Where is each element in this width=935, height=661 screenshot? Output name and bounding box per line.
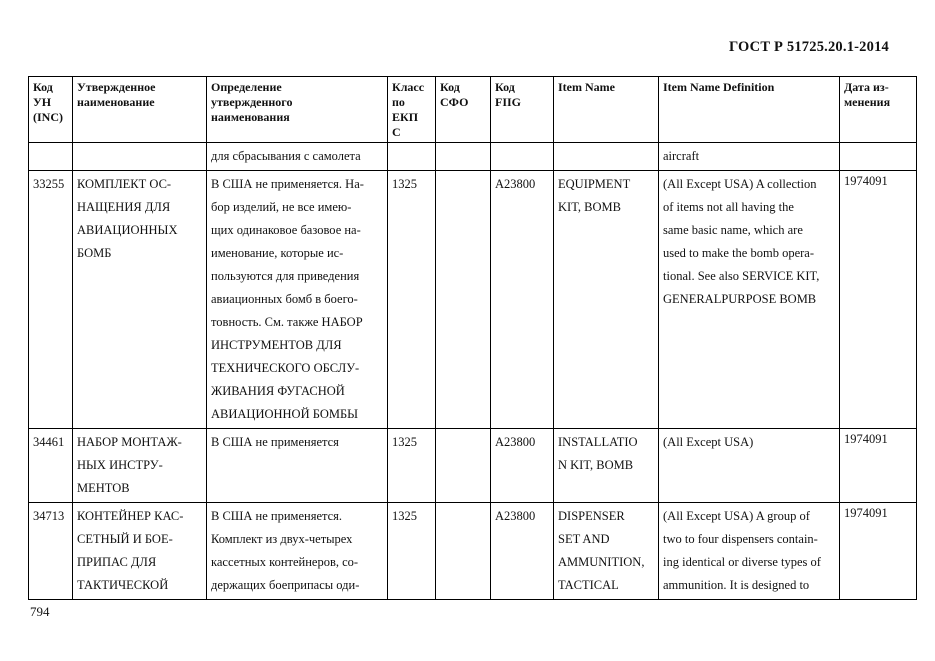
cell-name xyxy=(73,143,207,171)
cell-fiig: A23800 xyxy=(491,429,554,503)
cell-date xyxy=(840,143,917,171)
cell-class: 1325 xyxy=(388,171,436,429)
cell-name xyxy=(73,503,207,600)
col-sfo-header xyxy=(436,77,491,143)
header-line: FIIG xyxy=(495,95,522,109)
cell-line: бор изделий, не все имею- xyxy=(211,200,352,214)
header-line: УН xyxy=(33,95,52,109)
col-item-definition-header xyxy=(659,77,840,143)
cell-line: держащих боеприпасы оди- xyxy=(211,578,360,592)
cell-line: щих одинаковое базовое на- xyxy=(211,223,361,237)
header-line: Код xyxy=(440,80,460,94)
cell-line: БОМБ xyxy=(77,246,112,260)
cell-line: EQUIPMENT xyxy=(558,177,631,191)
col-date-header xyxy=(840,77,917,143)
cell-class: 1325 xyxy=(388,429,436,503)
cell-sfo xyxy=(436,429,491,503)
document-code: ГОСТ Р 51725.20.1-2014 xyxy=(728,39,889,55)
cell-item-definition xyxy=(659,429,840,503)
cell-item-name xyxy=(554,143,659,171)
col-class-header xyxy=(388,77,436,143)
cell-inc: 33255 xyxy=(29,171,73,429)
col-inc-header xyxy=(29,77,73,143)
col-fiig-header xyxy=(491,77,554,143)
header-line: менения xyxy=(844,95,891,109)
cell-line: TACTICAL xyxy=(558,578,619,592)
cell-inc: 34461 xyxy=(29,429,73,503)
cell-line: used to make the bomb opera- xyxy=(663,246,814,260)
cell-line: кассетных контейнеров, со- xyxy=(211,555,359,569)
header-line: Класс xyxy=(392,80,425,94)
cell-definition xyxy=(207,171,388,429)
cell-line: (All Except USA) A group of xyxy=(663,509,810,523)
header-line: Определение xyxy=(211,80,282,94)
cell-fiig: A23800 xyxy=(491,503,554,600)
header-line: Код xyxy=(33,80,53,94)
page-number: 794 xyxy=(30,604,50,619)
cell-line: КОМПЛЕКТ ОС- xyxy=(77,177,172,191)
cell-definition xyxy=(207,503,388,600)
cell-line: same basic name, which are xyxy=(663,223,803,237)
cell-line: ammunition. It is designed to xyxy=(663,578,810,592)
header-line: Item Name xyxy=(558,80,615,94)
header-line: СФО xyxy=(440,95,469,109)
continuation-row xyxy=(29,143,917,171)
cell-sfo xyxy=(436,143,491,171)
cell-item-definition xyxy=(659,171,840,429)
table-row xyxy=(29,171,917,429)
cell-line: KIT, BOMB xyxy=(558,200,621,214)
cell-line: tional. See also SERVICE KIT, xyxy=(663,269,820,283)
cell-sfo xyxy=(436,171,491,429)
cell-class xyxy=(388,143,436,171)
cell-item-name xyxy=(554,503,659,600)
table-row xyxy=(29,429,917,503)
col-item-name-header xyxy=(554,77,659,143)
cell-line: ТАКТИЧЕСКОЙ xyxy=(77,578,169,592)
header-line: Item Name Definition xyxy=(663,80,775,94)
cell-definition: для сбрасывания с самолета xyxy=(207,143,388,171)
cell-line: В США не применяется. На- xyxy=(211,177,364,191)
cell-line: авиационных бомб в боего- xyxy=(211,292,358,306)
header-line: утвержденного xyxy=(211,95,293,109)
header-line: Утвержденное xyxy=(77,80,156,94)
cell-line: SET AND xyxy=(558,532,610,546)
cell-line: ПРИПАС ДЛЯ xyxy=(77,555,157,569)
cell-line: В США не применяется. xyxy=(211,509,343,523)
cell-line: AMMUNITION, xyxy=(558,555,645,569)
cell-line: КОНТЕЙНЕР КАС- xyxy=(77,509,184,523)
cell-line: INSTALLATIO xyxy=(558,435,638,449)
cell-line: of items not all having the xyxy=(663,200,794,214)
cell-line: МЕНТОВ xyxy=(77,481,130,495)
header-line: (INC) xyxy=(33,110,63,124)
cell-name xyxy=(73,429,207,503)
cell-line: НАБОР МОНТАЖ- xyxy=(77,435,182,449)
header-line: ЕКП xyxy=(392,110,419,124)
cell-line: СЕТНЫЙ И БОЕ- xyxy=(77,532,173,546)
table-row xyxy=(29,503,917,600)
cell-fiig: A23800 xyxy=(491,171,554,429)
cell-date: 1974091 xyxy=(840,503,917,600)
cell-inc xyxy=(29,143,73,171)
cell-line: именование, которые ис- xyxy=(211,246,344,260)
cell-item-definition: aircraft xyxy=(659,143,840,171)
cell-line: ТЕХНИЧЕСКОГО ОБСЛУ- xyxy=(211,361,360,375)
cell-item-name xyxy=(554,171,659,429)
cell-line: ИНСТРУМЕНТОВ ДЛЯ xyxy=(211,338,342,352)
cell-fiig xyxy=(491,143,554,171)
cell-line: Комплект из двух-четырех xyxy=(211,532,353,546)
cell-name xyxy=(73,171,207,429)
header-line: наименования xyxy=(211,110,290,124)
cell-line: (All Except USA) A collection xyxy=(663,177,817,191)
table-header-row xyxy=(29,77,917,143)
cell-line: АВИАЦИОННОЙ БОМБЫ xyxy=(211,407,359,421)
cell-item-definition xyxy=(659,503,840,600)
cell-line: GENERALPURPOSE BOMB xyxy=(663,292,817,306)
cell-date: 1974091 xyxy=(840,429,917,503)
cell-line: N KIT, BOMB xyxy=(558,458,634,472)
cell-sfo xyxy=(436,503,491,600)
cell-definition xyxy=(207,429,388,503)
cell-line: (All Except USA) xyxy=(663,435,754,449)
col-name-header xyxy=(73,77,207,143)
cell-class: 1325 xyxy=(388,503,436,600)
header-line: Код xyxy=(495,80,515,94)
cell-inc: 34713 xyxy=(29,503,73,600)
cell-line: В США не применяется xyxy=(211,435,339,449)
cell-line: АВИАЦИОННЫХ xyxy=(77,223,178,237)
cell-line: НАЩЕНИЯ ДЛЯ xyxy=(77,200,171,214)
cell-line: two to four dispensers contain- xyxy=(663,532,818,546)
header-line: Дата из- xyxy=(844,80,889,94)
cell-line: ing identical or diverse types of xyxy=(663,555,821,569)
catalog-table xyxy=(28,76,917,600)
cell-line: товность. См. также НАБОР xyxy=(211,315,363,329)
col-definition-header xyxy=(207,77,388,143)
cell-line: НЫХ ИНСТРУ- xyxy=(77,458,163,472)
cell-line: ЖИВАНИЯ ФУГАСНОЙ xyxy=(211,384,345,398)
cell-line: DISPENSER xyxy=(558,509,625,523)
header-line: С xyxy=(392,125,401,139)
cell-item-name xyxy=(554,429,659,503)
cell-line: пользуются для приведения xyxy=(211,269,360,283)
cell-date: 1974091 xyxy=(840,171,917,429)
header-line: по xyxy=(392,95,405,109)
header-line: наименование xyxy=(77,95,155,109)
